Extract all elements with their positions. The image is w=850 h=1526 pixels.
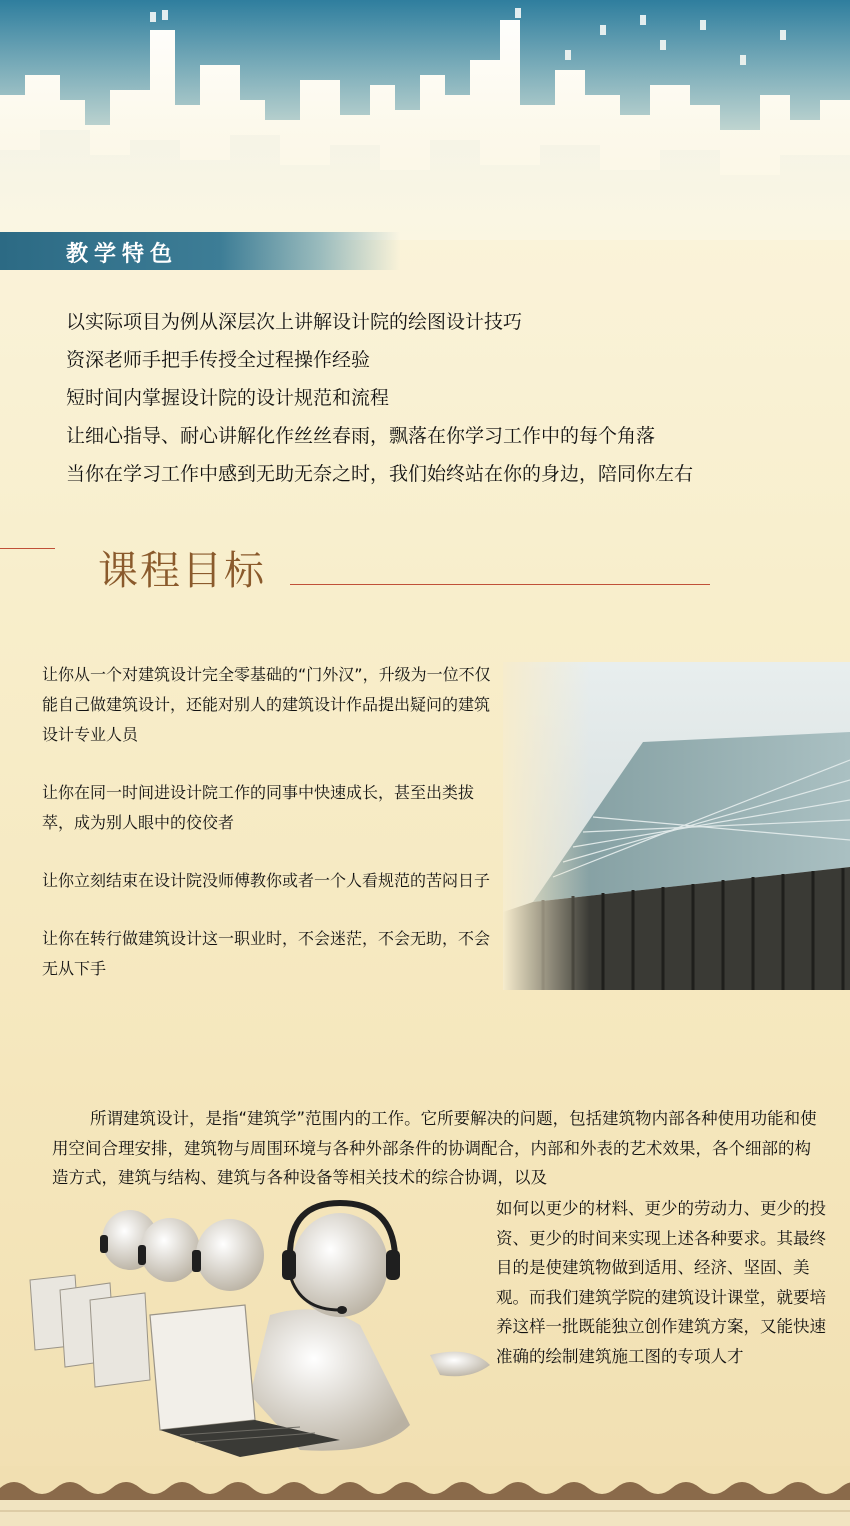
feature-item: 短时间内掌握设计院的设计规范和流程 — [66, 387, 390, 409]
goal-item: 让你立刻结束在设计院没师傅教你或者一个人看规范的苦闷日子 — [42, 871, 491, 890]
feature-item: 当你在学习工作中感到无助无奈之时，我们始终站在你的身边，陪同你左右 — [66, 463, 694, 485]
goal-rule-left — [0, 548, 55, 549]
goal-rule-right — [290, 584, 710, 585]
goals-list — [42, 660, 502, 1012]
feature-item: 资深老师手把手传授全过程操作经验 — [66, 349, 371, 371]
section-tag-label: 教学特色 — [66, 242, 179, 267]
description-continued: 如何以更少的材料、更少的劳动力、更少的投资、更少的时间来实现上述各种要求。其最终目的是使建筑物做到适用、经济、坚固、美观。而我们建筑学院的建筑设计课堂，就要培养这样一批既能独立创作建筑方案，又能快速准确的绘制建筑施工图的专项人才 — [496, 1199, 826, 1366]
feature-item: 让细心指导、耐心讲解化作丝丝春雨，飘落在你学习工作中的每个角落 — [66, 425, 656, 447]
goal-item: 让你在同一时间进设计院工作的同事中快速成长，甚至出类拔萃，成为别人眼中的佼佼者 — [42, 783, 475, 832]
goal-item: 让你在转行做建筑设计这一职业时，不会迷茫，不会无助，不会无从下手 — [42, 929, 491, 978]
description-paragraph: 所谓建筑设计，是指“建筑学”范围内的工作。它所要解决的问题，包括建筑物内部各种使用功能和使用空间合理安排，建筑物与周围环境与各种外部条件的协调配合，内部和外表的艺术效果，各个细部的构造方式，建筑与结构、建筑与各种设备等相关技术的综合协调，以及 — [52, 1109, 817, 1187]
section-tag-teaching-features — [0, 232, 400, 270]
feature-item: 以实际项目为例从深层次上讲解设计院的绘图设计技巧 — [66, 311, 523, 333]
headset-people-illustration — [0, 1195, 500, 1465]
goal-section-title: 课程目标 — [98, 548, 266, 594]
features-list — [66, 303, 693, 493]
goal-item: 让你从一个对建筑设计完全零基础的“门外汉”，升级为一位不仅能自己做建筑设计，还能对别人的建筑设计作品提出疑问的建筑设计专业人员 — [42, 665, 491, 744]
building-photo — [503, 662, 850, 990]
decorative-border — [0, 1466, 850, 1526]
city-skyline-banner — [0, 0, 850, 240]
